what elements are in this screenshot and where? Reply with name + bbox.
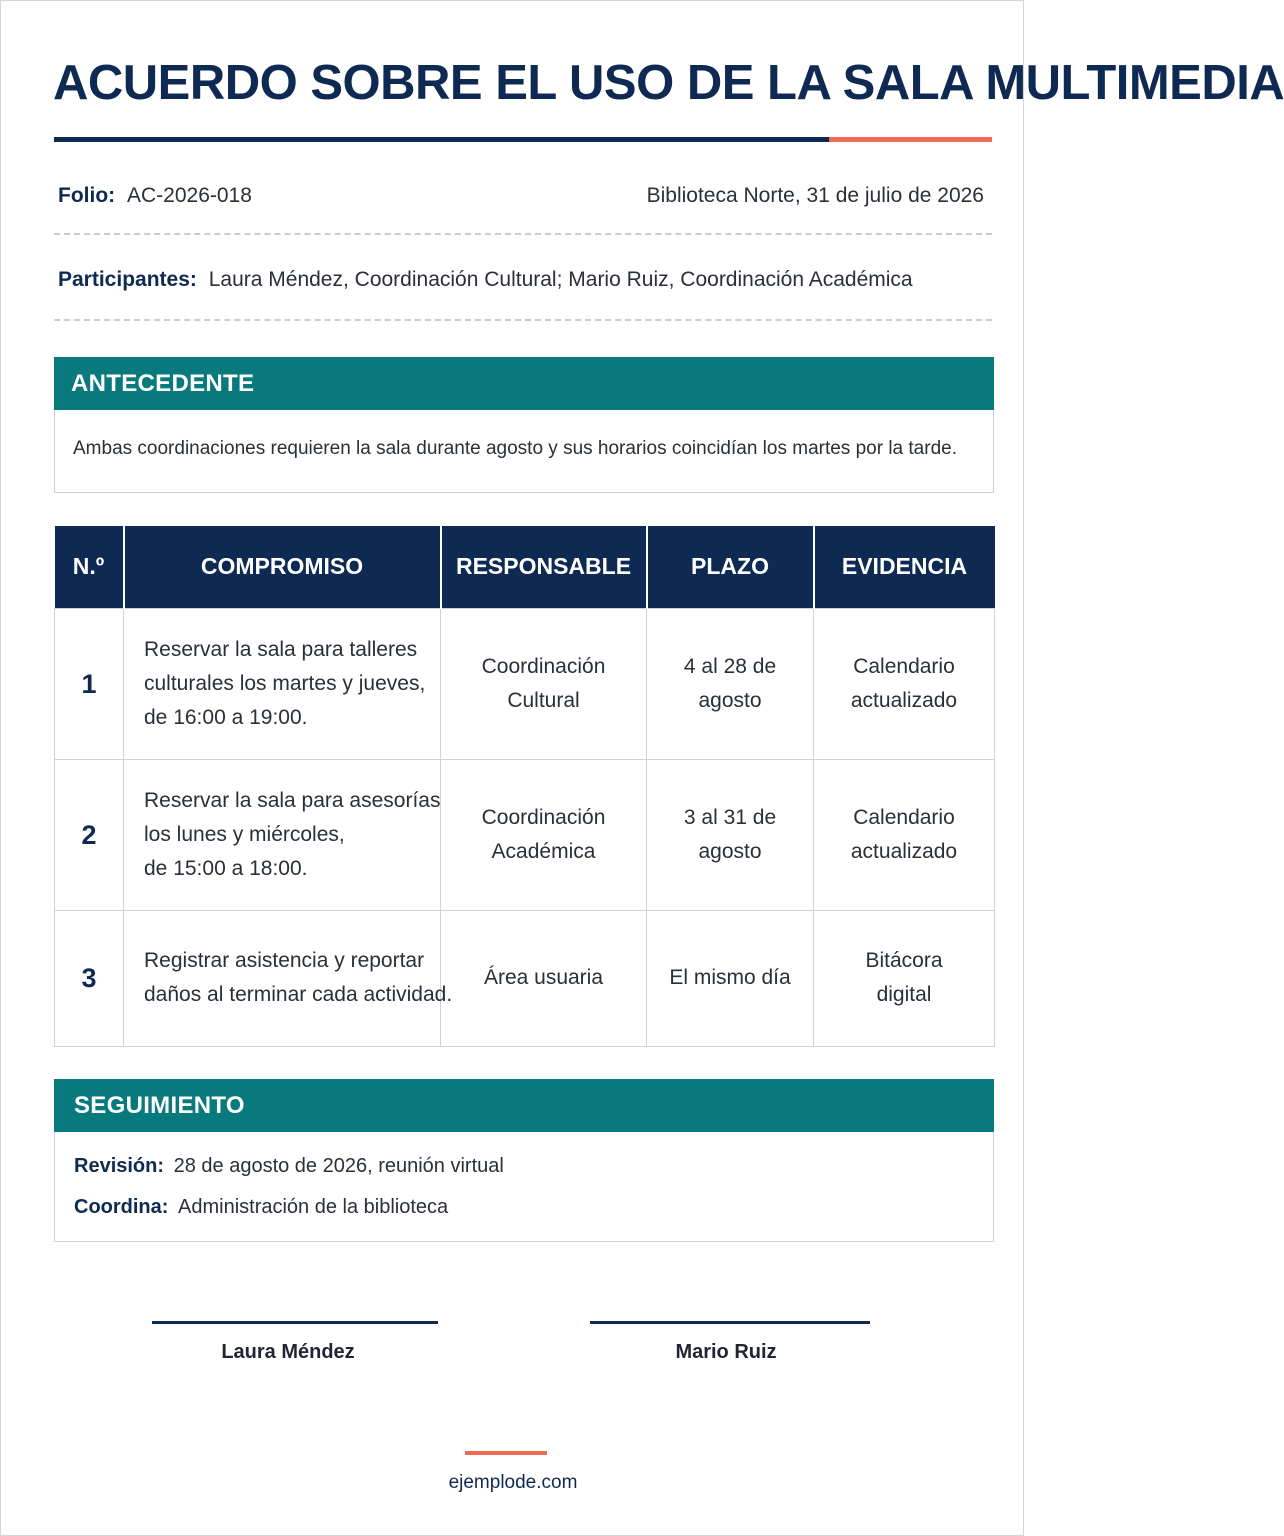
cell-line: culturales los martes y jueves,	[144, 671, 426, 695]
signature-name: Laura Méndez	[221, 1341, 355, 1363]
seguimiento-box	[54, 1132, 994, 1242]
table-row	[55, 910, 995, 1046]
cell-line: Bitácora	[865, 949, 943, 972]
coordina-row	[74, 1192, 448, 1222]
dashed-divider	[54, 319, 992, 321]
cell-line: Calendario	[853, 805, 955, 829]
cell-line: agosto	[698, 839, 762, 863]
antecedente-box	[54, 410, 994, 493]
agreements-table	[54, 526, 995, 1047]
cell-line: 3 al 31 de	[683, 805, 777, 829]
title-rule-navy	[54, 137, 829, 142]
row-compromiso	[124, 759, 441, 910]
row-responsable	[441, 910, 647, 1046]
document-title: ACUERDO SOBRE EL USO DE LA SALA MULTIMEDIA	[53, 56, 1284, 110]
participants-row	[58, 265, 988, 295]
revision-row	[74, 1151, 504, 1181]
row-number: 3	[55, 910, 124, 1046]
header-evidencia: EVIDENCIA	[814, 526, 995, 608]
row-plazo	[647, 910, 814, 1046]
meta-row	[58, 181, 986, 211]
coordina-label: Coordina:	[74, 1196, 169, 1218]
antecedente-text: Ambas coordinaciones requieren la sala durante agosto y sus horarios coincidían los martes por la tarde.	[73, 438, 957, 459]
row-evidencia	[814, 608, 995, 759]
cell-line: daños al terminar cada actividad.	[144, 983, 453, 1006]
row-plazo	[647, 759, 814, 910]
header-responsable: RESPONSABLE	[441, 526, 647, 608]
cell-line: 4 al 28 de	[683, 654, 777, 678]
cell-line: Coordinación	[481, 654, 606, 678]
signature-line	[590, 1321, 870, 1324]
participants-value: Laura Méndez, Coordinación Cultural; Mario Ruiz, Coordinación Académica	[208, 268, 913, 291]
cell-line: Calendario	[853, 654, 955, 678]
header-compromiso: COMPROMISO	[124, 526, 441, 608]
table-header-row	[55, 526, 995, 608]
signature-line	[152, 1321, 438, 1324]
cell-line: Registrar asistencia y reportar	[144, 949, 425, 972]
footer-site: ejemplode.com	[448, 1472, 578, 1493]
row-responsable	[441, 759, 647, 910]
cell-line: Coordinación	[481, 805, 606, 829]
cell-line: Área usuaria	[483, 966, 604, 989]
table-row	[55, 608, 995, 759]
cell-line: de 15:00 a 18:00.	[144, 856, 308, 880]
cell-line: actualizado	[850, 839, 958, 863]
row-responsable	[441, 608, 647, 759]
header-plazo: PLAZO	[647, 526, 814, 608]
cell-line: de 16:00 a 19:00.	[144, 705, 308, 729]
footer-rule	[465, 1451, 547, 1455]
table-row	[55, 759, 995, 910]
antecedente-heading: ANTECEDENTE	[54, 357, 994, 410]
place-date: Biblioteca Norte, 31 de julio de 2026	[646, 184, 984, 207]
revision-value: 28 de agosto de 2026, reunión virtual	[173, 1155, 504, 1177]
cell-line: El mismo día	[669, 966, 791, 989]
row-evidencia	[814, 910, 995, 1046]
cell-line: digital	[876, 983, 932, 1006]
row-compromiso	[124, 910, 453, 1046]
row-compromiso	[124, 608, 441, 759]
row-plazo	[647, 608, 814, 759]
cell-line: Reservar la sala para talleres	[144, 637, 418, 661]
dashed-divider	[54, 233, 992, 235]
cell-line: agosto	[698, 688, 762, 712]
folio-value: AC-2026-018	[127, 184, 252, 207]
cell-line: Académica	[491, 839, 596, 863]
row-number: 1	[55, 608, 124, 759]
signature-name: Mario Ruiz	[675, 1341, 777, 1363]
folio-label: Folio:	[58, 184, 116, 207]
cell-line: Reservar la sala para asesorías	[144, 788, 441, 812]
row-evidencia	[814, 759, 995, 910]
cell-line: actualizado	[850, 688, 958, 712]
participants-label: Participantes:	[58, 268, 197, 291]
coordina-value: Administración de la biblioteca	[178, 1196, 449, 1218]
seguimiento-heading: SEGUIMIENTO	[54, 1079, 994, 1132]
row-number: 2	[55, 759, 124, 910]
cell-line: los lunes y miércoles,	[144, 822, 345, 846]
title-rule-coral	[829, 137, 992, 142]
revision-label: Revisión:	[74, 1155, 165, 1177]
header-num: N.º	[55, 526, 124, 608]
cell-line: Cultural	[507, 688, 580, 712]
